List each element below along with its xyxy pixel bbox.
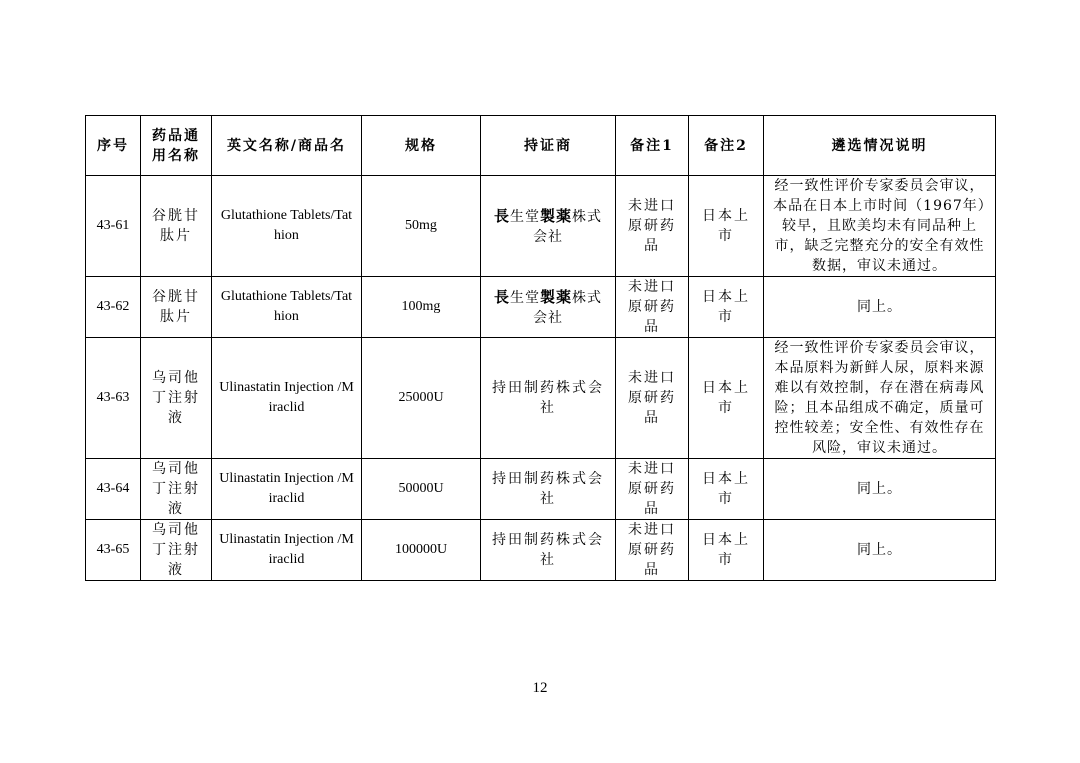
header-serial: 序号 [86, 116, 141, 176]
row-english-name: Glutathione Tablets/Tathion [212, 176, 362, 277]
row-remark: 经一致性评价专家委员会审议，本品在日本上市时间（1967年）较早，且欧美均未有同品种上市，缺乏完整充分的安全有效性数据，审议未通过。 [764, 176, 996, 277]
holder-part: 生堂 [510, 208, 540, 225]
row-note1: 未进口原研药品 [616, 338, 689, 459]
row-holder: 持田制药株式会社 [481, 459, 616, 520]
holder-part: 長 [493, 206, 510, 225]
header-remark: 遴选情况说明 [764, 116, 996, 176]
row-note2: 日本上市 [689, 520, 764, 581]
drug-review-table [85, 115, 996, 581]
row-generic-name: 谷胱甘肽片 [141, 277, 212, 338]
holder-part: 生堂 [510, 289, 540, 306]
row-spec: 50000U [362, 459, 481, 520]
table-row [86, 338, 996, 459]
header-generic-name: 药品通用名称 [141, 116, 212, 176]
row-english-name: Ulinastatin Injection /Miraclid [212, 459, 362, 520]
header-note2: 备注2 [689, 116, 764, 176]
row-serial: 43-64 [86, 459, 141, 520]
row-holder: 持田制药株式会社 [481, 520, 616, 581]
row-spec: 100000U [362, 520, 481, 581]
table-row [86, 176, 996, 277]
row-remark: 经一致性评价专家委员会审议，本品原料为新鲜人尿，原料来源难以有效控制，存在潜在病毒风险；且本品组成不确定，质量可控性较差；安全性、有效性存在风险，审议未通过。 [764, 338, 996, 459]
header-english-name: 英文名称/商品名 [212, 116, 362, 176]
row-serial: 43-61 [86, 176, 141, 277]
row-spec: 50mg [362, 176, 481, 277]
holder-part: 長 [493, 287, 510, 306]
row-generic-name: 乌司他丁注射液 [141, 338, 212, 459]
header-holder: 持证商 [481, 116, 616, 176]
row-spec: 100mg [362, 277, 481, 338]
row-remark: 同上。 [764, 459, 996, 520]
holder-part: 株式会社 [533, 289, 603, 326]
row-generic-name: 乌司他丁注射液 [141, 520, 212, 581]
row-note1: 未进口原研药品 [616, 520, 689, 581]
row-generic-name: 谷胱甘肽片 [141, 176, 212, 277]
row-note1: 未进口原研药品 [616, 176, 689, 277]
page-number: 12 [532, 680, 548, 696]
row-english-name: Glutathione Tablets/Tathion [212, 277, 362, 338]
row-serial: 43-63 [86, 338, 141, 459]
table-row [86, 277, 996, 338]
row-note2: 日本上市 [689, 176, 764, 277]
row-holder [481, 176, 616, 277]
row-generic-name: 乌司他丁注射液 [141, 459, 212, 520]
row-serial: 43-62 [86, 277, 141, 338]
row-holder [481, 277, 616, 338]
row-note2: 日本上市 [689, 277, 764, 338]
header-note1: 备注1 [616, 116, 689, 176]
holder-part: 製薬 [540, 287, 573, 306]
row-remark: 同上。 [764, 520, 996, 581]
row-holder: 持田制药株式会社 [481, 338, 616, 459]
holder-part: 製薬 [540, 206, 573, 225]
row-note1: 未进口原研药品 [616, 459, 689, 520]
row-english-name: Ulinastatin Injection /Miraclid [212, 338, 362, 459]
row-serial: 43-65 [86, 520, 141, 581]
row-english-name: Ulinastatin Injection /Miraclid [212, 520, 362, 581]
row-note1: 未进口原研药品 [616, 277, 689, 338]
holder-part: 株式会社 [533, 208, 603, 245]
row-note2: 日本上市 [689, 459, 764, 520]
table-row [86, 459, 996, 520]
table-header-row [86, 116, 996, 176]
row-note2: 日本上市 [689, 338, 764, 459]
row-remark: 同上。 [764, 277, 996, 338]
row-spec: 25000U [362, 338, 481, 459]
header-spec: 规格 [362, 116, 481, 176]
table-row [86, 520, 996, 581]
